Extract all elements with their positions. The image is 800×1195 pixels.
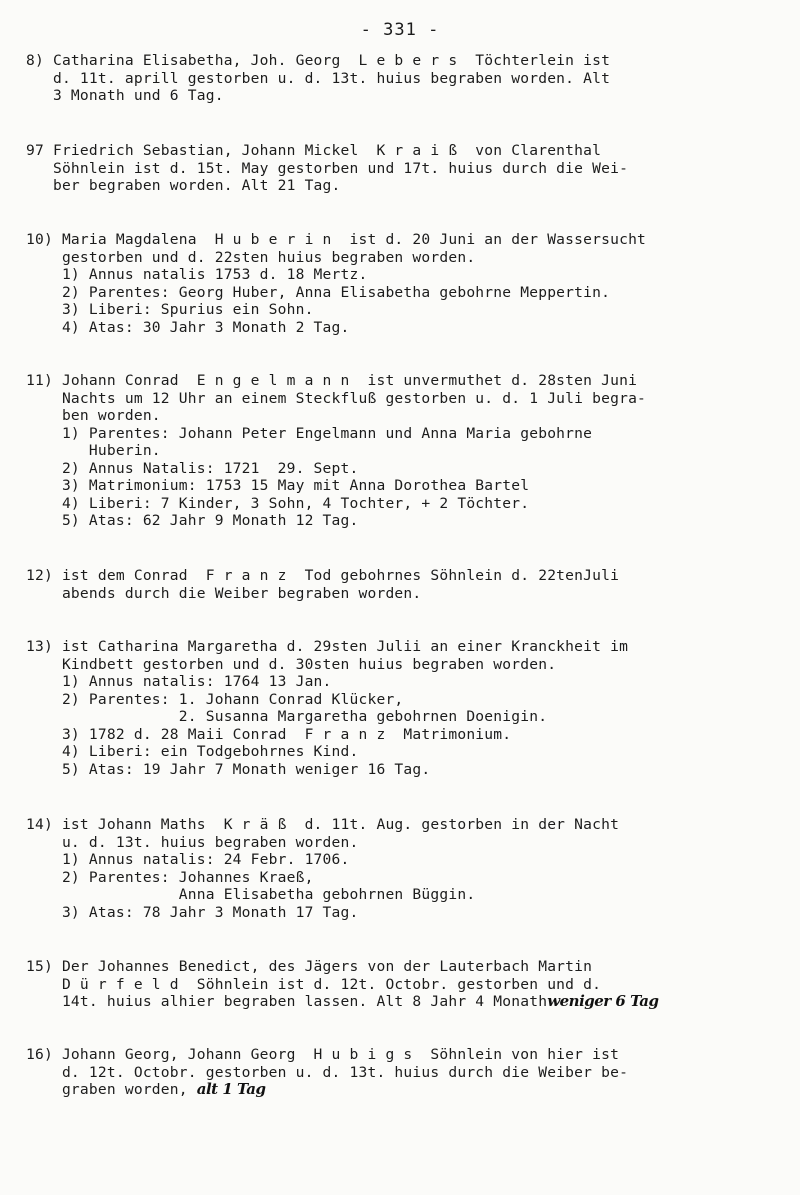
entry-line: u. d. 13t. huius begraben worden. [26,833,359,851]
entry-line: D ü r f e l d Söhnlein ist d. 12t. Octobr. gestorben und d. [26,975,602,993]
entry-line: d. 12t. Octobr. gestorben u. d. 13t. huius durch die Weiber be- [26,1063,629,1081]
entry-line: gestorben und d. 22sten huius begraben worden. [26,248,476,266]
entry-line: 4) Liberi: 7 Kinder, 3 Sohn, 4 Tochter, + 2 Töchter. [26,494,530,512]
burial-entry-16 [26,1046,786,1099]
entry-line: graben worden, [26,1081,188,1098]
entry-line: 10) Maria Magdalena H u b e r i n ist d. 20 Juni an der Wassersucht [26,231,647,248]
entry-line: 16) Johann Georg, Johann Georg H u b i g s Söhnlein von hier ist [26,1046,620,1063]
entry-line: 3 Monath und 6 Tag. [26,87,224,104]
burial-entry-11 [26,372,786,530]
entry-line: 1) Annus natalis 1753 d. 18 Mertz. [26,266,368,283]
burial-entry-10 [26,231,786,336]
entry-line: 11) Johann Conrad E n g e l m a n n ist unvermuthet d. 28sten Juni [26,372,638,389]
entry-line: 1) Parentes: Johann Peter Engelmann und Anna Maria gebohrne [26,424,593,442]
entry-line: Huberin. [26,442,161,459]
burial-entry-13 [26,638,786,778]
entry-line: d. 11t. aprill gestorben u. d. 13t. huius begraben worden. Alt [26,69,611,87]
entry-line: Nachts um 12 Uhr an einem Steckfluß gestorben u. d. 1 Juli begra- [26,389,647,407]
entry-line: ber begraben worden. Alt 21 Tag. [26,177,341,194]
burial-entry-9 [26,142,786,195]
entry-line: 1) Annus natalis: 1764 13 Jan. [26,673,332,690]
entry-line: 5) Atas: 62 Jahr 9 Monath 12 Tag. [26,512,359,529]
handwritten-annotation: alt 1 Tag [196,1081,266,1098]
entry-line: 2) Annus Natalis: 1721 29. Sept. [26,459,359,477]
burial-entry-15 [26,958,786,1011]
burial-entry-14 [26,816,786,921]
burial-entry-12 [26,567,786,602]
entry-line: 5) Atas: 19 Jahr 7 Monath weniger 16 Tag. [26,760,431,778]
entry-line: 8) Catharina Elisabetha, Joh. Georg L e b e r s Töchterlein ist [26,52,611,69]
entry-line: 3) Liberi: Spurius ein Sohn. [26,301,314,318]
burial-entry-8 [26,52,786,105]
handwritten-annotation: weniger 6 Tag [547,993,659,1010]
entry-line: 4) Liberi: ein Todgebohrnes Kind. [26,743,359,760]
entry-line: 2) Parentes: Georg Huber, Anna Elisabetha gebohrne Meppertin. [26,283,611,301]
entry-line-with-annotation [26,993,786,1011]
entry-line: ben worden. [26,407,161,424]
entry-line: abends durch die Weiber begraben worden. [26,584,422,602]
entry-line-with-annotation [26,1081,786,1099]
entry-line: 3) 1782 d. 28 Maii Conrad F r a n z Matrimonium. [26,725,512,743]
entry-line: Söhnlein ist d. 15t. May gestorben und 17t. huius durch die Wei- [26,159,629,177]
entry-line: 2) Parentes: 1. Johann Conrad Klücker, [26,690,404,708]
entry-line: 2. Susanna Margaretha gebohrnen Doenigin. [26,708,548,725]
entry-line: 1) Annus natalis: 24 Febr. 1706. [26,851,350,868]
entry-line: 14) ist Johann Maths K r ä ß d. 11t. Aug. gestorben in der Nacht [26,816,620,833]
entry-line: 13) ist Catharina Margaretha d. 29sten Julii an einer Kranckheit im [26,638,629,655]
entry-line: Kindbett gestorben und d. 30sten huius begraben worden. [26,655,557,673]
entry-line: 15) Der Johannes Benedict, des Jägers von der Lauterbach Martin [26,958,593,975]
entry-line: 12) ist dem Conrad F r a n z Tod gebohrnes Söhnlein d. 22tenJuli [26,567,620,584]
entry-line: Anna Elisabetha gebohrnen Büggin. [26,886,476,903]
entry-line: 4) Atas: 30 Jahr 3 Monath 2 Tag. [26,318,350,336]
entry-line: 14t. huius alhier begraben lassen. Alt 8 Jahr 4 Monath [26,993,548,1010]
entry-line: 3) Matrimonium: 1753 15 May mit Anna Dorothea Bartel [26,477,530,494]
page-number: - 331 - [360,20,440,40]
entry-line: 2) Parentes: Johannes Kraeß, [26,868,314,886]
entry-line: 97 Friedrich Sebastian, Johann Mickel K r a i ß von Clarenthal [26,142,602,159]
entry-line: 3) Atas: 78 Jahr 3 Monath 17 Tag. [26,903,359,921]
